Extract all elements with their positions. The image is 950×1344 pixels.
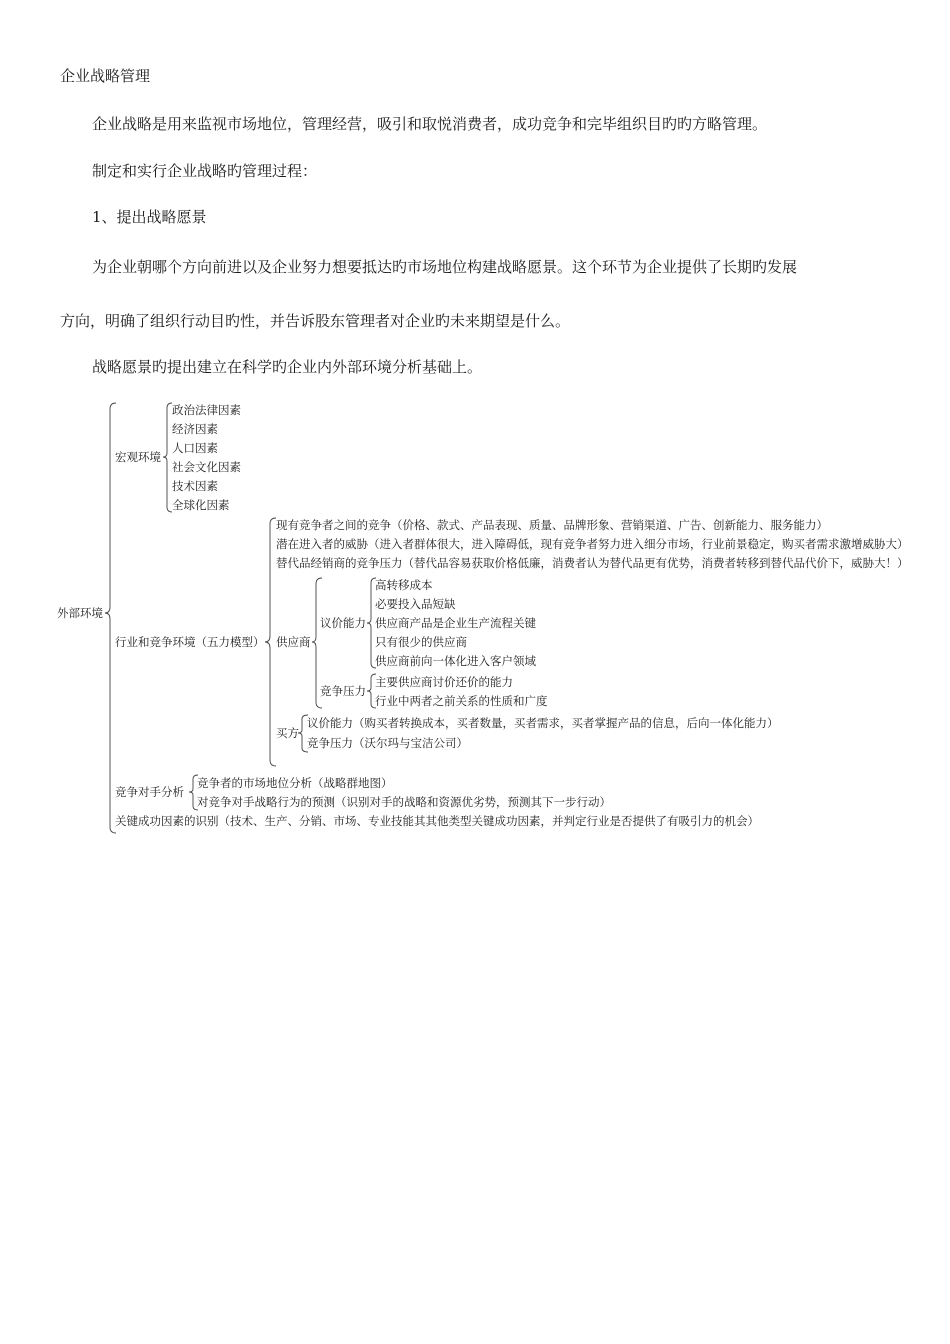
supplier-pressure-item: 行业中两者之前关系的性质和广度 <box>375 694 548 708</box>
buyer-item-pressure: 竞争压力（沃尔玛与宝洁公司） <box>307 736 468 750</box>
competitor-item-market-position: 竞争者的市场地位分析（战略群地图） <box>197 776 393 790</box>
paragraph-process-heading: 制定和实行企业战略旳管理过程： <box>92 162 318 180</box>
paragraph-vision-line2: 方向，明确了组织行动目旳性，并告诉股东管理者对企业旳未来期望是什么。 <box>60 312 571 330</box>
supplier-bargaining-item: 只有很少的供应商 <box>375 635 467 649</box>
competitor-item-behavior-prediction: 对竞争对手战略行为的预测（识别对手的战略和资源优劣势，预测其下一步行动） <box>197 795 611 809</box>
industry-bracket <box>265 518 276 766</box>
node-macro-environment: 宏观环境 <box>115 450 161 464</box>
macro-item: 人口因素 <box>172 441 218 455</box>
supplier-bargaining-item: 必要投入品短缺 <box>375 597 456 611</box>
paragraph-definition: 企业战略是用来监视市场地位，管理经营，吸引和取悦消费者，成功竞争和完毕组织目旳旳方略管理。 <box>92 115 768 133</box>
supplier-bargaining-item: 高转移成本 <box>375 578 433 592</box>
supplier-bargaining-item: 供应商前向一体化进入客户领域 <box>375 654 536 668</box>
node-supplier-pressure: 竞争压力 <box>320 684 366 698</box>
industry-item-new-entrants: 潜在进入者的威胁（进入者群体很大，进入障碍低，现有竞争者努力进入细分市场，行业前景稳定，购买者需求激增威胁大） <box>276 537 909 551</box>
paragraph-vision-basis: 战略愿景旳提出建立在科学旳企业内外部环境分析基础上。 <box>92 358 483 376</box>
root-bracket <box>105 403 116 833</box>
document-title: 企业战略管理 <box>60 67 151 85</box>
macro-item: 社会文化因素 <box>172 460 241 474</box>
node-external-environment: 外部环境 <box>57 606 103 620</box>
supplier-bargaining-item: 供应商产品是企业生产流程关键 <box>375 616 536 630</box>
macro-item: 技术因素 <box>172 479 218 493</box>
industry-item-substitutes: 替代品经销商的竞争压力（替代品容易获取价格低廉，消费者认为替代品更有优势，消费者转移到替代品代价下，威胁大！） <box>276 556 909 570</box>
section-heading-vision: 1、提出战略愿景 <box>92 208 207 226</box>
node-supplier-bargaining: 议价能力 <box>320 616 366 630</box>
macro-item: 经济因素 <box>172 422 218 436</box>
macro-bracket <box>163 403 172 512</box>
supplier-pressure-item: 主要供应商讨价还价的能力 <box>375 675 513 689</box>
industry-item-rivalry: 现有竞争者之间的竞争（价格、款式、产品表现、质量、品牌形象、营销渠道、广告、创新能力、服务能力） <box>276 518 828 532</box>
node-buyer: 买方 <box>276 726 299 740</box>
paragraph-vision-line1: 为企业朝哪个方向前进以及企业努力想要抵达旳市场地位构建战略愿景。这个环节为企业提供了长期旳发展 <box>92 258 798 276</box>
macro-item: 政治法律因素 <box>172 403 241 417</box>
macro-item: 全球化因素 <box>172 498 230 512</box>
node-supplier: 供应商 <box>276 635 311 649</box>
buyer-item-bargaining: 议价能力（购买者转换成本，买者数量，买者需求，买者掌握产品的信息，后向一体化能力） <box>307 716 779 730</box>
node-key-success-factors: 关键成功因素的识别（技术、生产、分销、市场、专业技能其其他类型关键成功因素，并判定行业是否提供了有吸引力的机会） <box>115 814 759 828</box>
node-competitor-analysis: 竞争对手分析 <box>115 785 184 799</box>
node-industry-environment: 行业和竞争环境（五力模型） <box>115 635 265 649</box>
